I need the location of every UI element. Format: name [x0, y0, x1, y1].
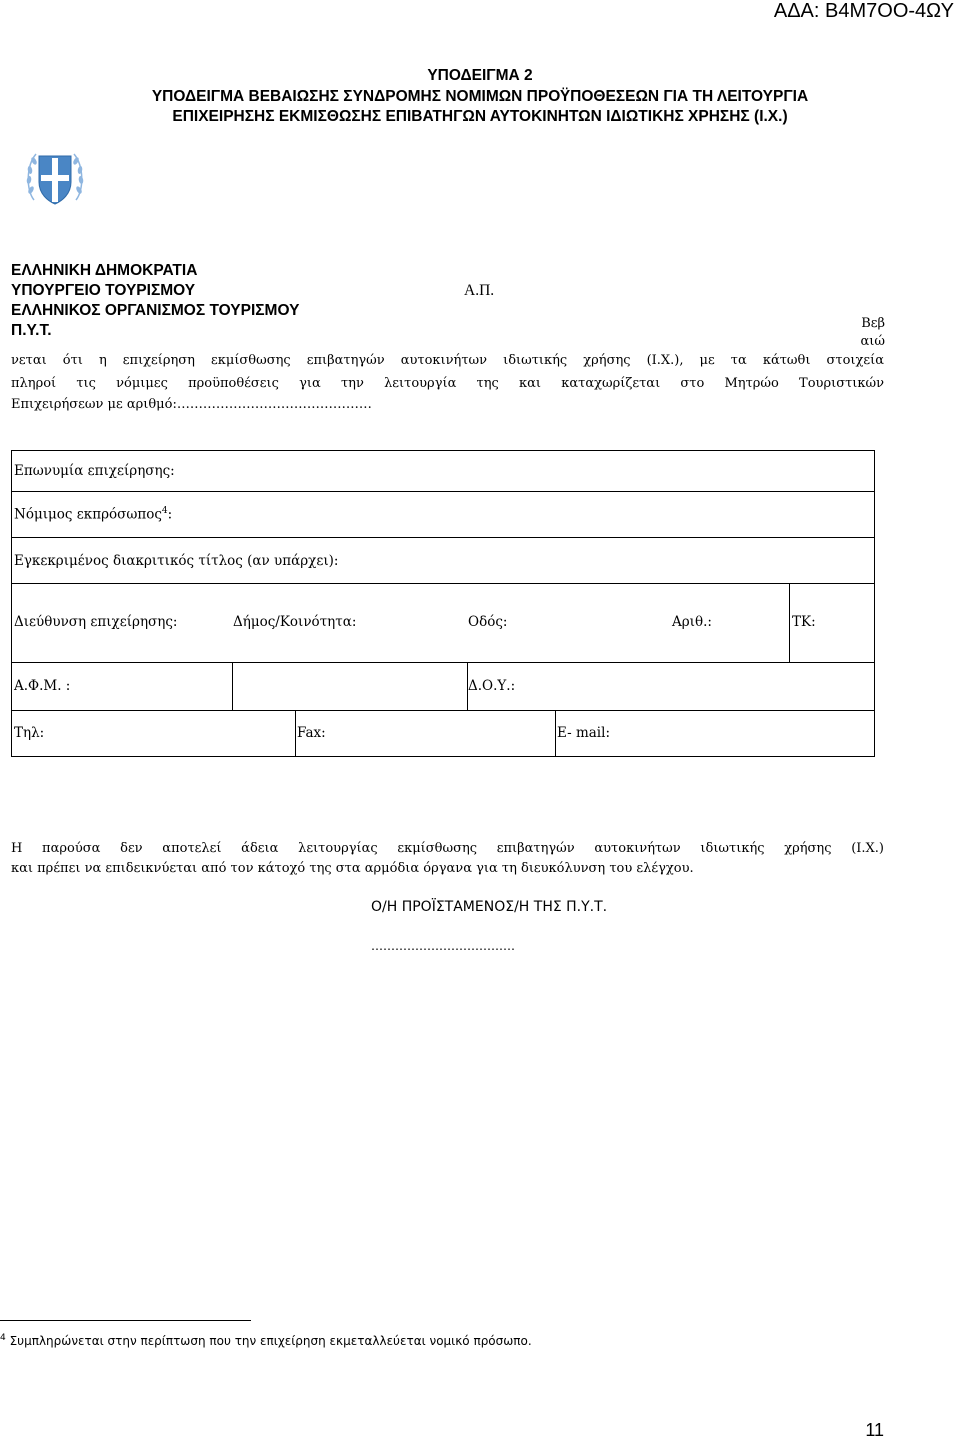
disclaimer-line2: και πρέπει να επιδεικνύεται από τον κάτοχό της στα αρμόδια όργανα για τη διευκόλυνση του ελέγχου.	[11, 861, 694, 876]
business-name-field[interactable]	[12, 451, 875, 492]
afm-label: Α.Φ.Μ. :	[14, 678, 71, 694]
header-ministry: ΥΠΟΥΡΓΕΙΟ ΤΟΥΡΙΣΜΟΥ	[11, 282, 196, 299]
footnote	[0, 1333, 532, 1348]
business-name-label: Επωνυμία επιχείρησης:	[14, 463, 175, 479]
document-title-line1: ΥΠΟΔΕΙΓΜΑ ΒΕΒΑΙΩΣΗΣ ΣΥΝΔΡΟΜΗΣ ΝΟΜΙΜΩΝ ΠΡΟΫΠΟΘΕΣΕΩΝ ΓΙΑ ΤΗ ΛΕΙΤΟΥΡΓΙΑ	[151, 88, 809, 105]
greek-emblem-icon	[22, 144, 88, 210]
disclaimer-line1: Η παρούσα δεν αποτελεί άδεια λειτουργίας εκμίσθωσης επιβατηγών αυτοκινήτων ιδιωτικής χρήσης (Ι.Χ.)	[11, 841, 884, 856]
street-label: Οδός:	[468, 614, 508, 630]
template-number: ΥΠΟΔΕΙΓΜΑ 2	[427, 67, 533, 84]
footnote-mark: 4	[0, 1333, 6, 1343]
header-pyt: Π.Υ.Τ.	[11, 322, 52, 339]
fax-label: Fax:	[297, 725, 326, 741]
business-details-table	[11, 450, 875, 757]
header-republic: ΕΛΛΗΝΙΚΗ ΔΗΜΟΚΡΑΤΙΑ	[11, 262, 198, 279]
protocol-number-label: Α.Π.	[464, 282, 495, 299]
email-label: E- mail:	[557, 725, 610, 741]
header-organization: ΕΛΛΗΝΙΚΟΣ ΟΡΓΑΝΙΣΜΟΣ ΤΟΥΡΙΣΜΟΥ	[11, 302, 300, 319]
distinctive-title-field[interactable]	[12, 538, 875, 584]
ada-code: ΑΔΑ: Β4Μ7ΟΟ-4ΩΥ	[773, 0, 954, 22]
legal-representative-field[interactable]	[12, 492, 875, 538]
certify-word-part1: Βεβ	[861, 316, 885, 331]
certification-text-line2: πληροί τις νόμιμες προϋποθέσεις για την λειτουργία της και καταχωρίζεται στο Μητρώο Τουριστικών	[11, 376, 884, 391]
signature-dots: ………………………………	[371, 939, 515, 953]
afm-input[interactable]	[233, 665, 463, 705]
address-row	[12, 584, 875, 663]
phone-label: Τηλ:	[14, 725, 45, 741]
doy-label: Δ.Ο.Υ.:	[468, 678, 516, 694]
legal-representative-colon: :	[167, 506, 173, 523]
signatory-title: Ο/Η ΠΡΟΪΣΤΑΜΕΝΟΣ/Η ΤΗΣ Π.Υ.Τ.	[371, 899, 608, 915]
distinctive-title-label: Εγκεκριμένος διακριτικός τίτλος (αν υπάρχει):	[14, 552, 339, 569]
tax-row	[12, 663, 875, 711]
certification-text-line1: νεται ότι η επιχείρηση εκμίσθωσης επιβατηγών αυτοκινήτων ιδιωτικής χρήσης (Ι.Χ.), με τα κάτωθι στοιχεία	[11, 353, 884, 368]
page-number: 11	[865, 1420, 884, 1440]
certification-text-line3: Επιχειρήσεων με αριθμό:………………………………………	[11, 397, 372, 412]
footnote-ref: 4	[161, 506, 168, 517]
municipality-label: Δήμος/Κοινότητα:	[233, 614, 357, 630]
footnote-text: Συμπληρώνεται στην περίπτωση που την επιχείρηση εκμεταλλεύεται νομικό πρόσωπο.	[9, 1334, 532, 1348]
footnote-separator	[0, 1320, 251, 1321]
number-label: Αριθ.:	[672, 614, 712, 630]
contact-row	[12, 711, 875, 757]
zip-label: ΤΚ:	[792, 614, 816, 630]
document-title-line2: ΕΠΙΧΕΙΡΗΣΗΣ ΕΚΜΙΣΘΩΣΗΣ ΕΠΙΒΑΤΗΓΩΝ ΑΥΤΟΚΙΝΗΤΩΝ ΙΔΙΩΤΙΚΗΣ ΧΡΗΣΗΣ (Ι.Χ.)	[172, 108, 788, 125]
legal-representative-label: Νόμιμος εκπρόσωπος	[14, 506, 162, 523]
certify-word-part2: αιώ	[860, 334, 885, 349]
address-label: Διεύθυνση επιχείρησης:	[14, 614, 178, 630]
